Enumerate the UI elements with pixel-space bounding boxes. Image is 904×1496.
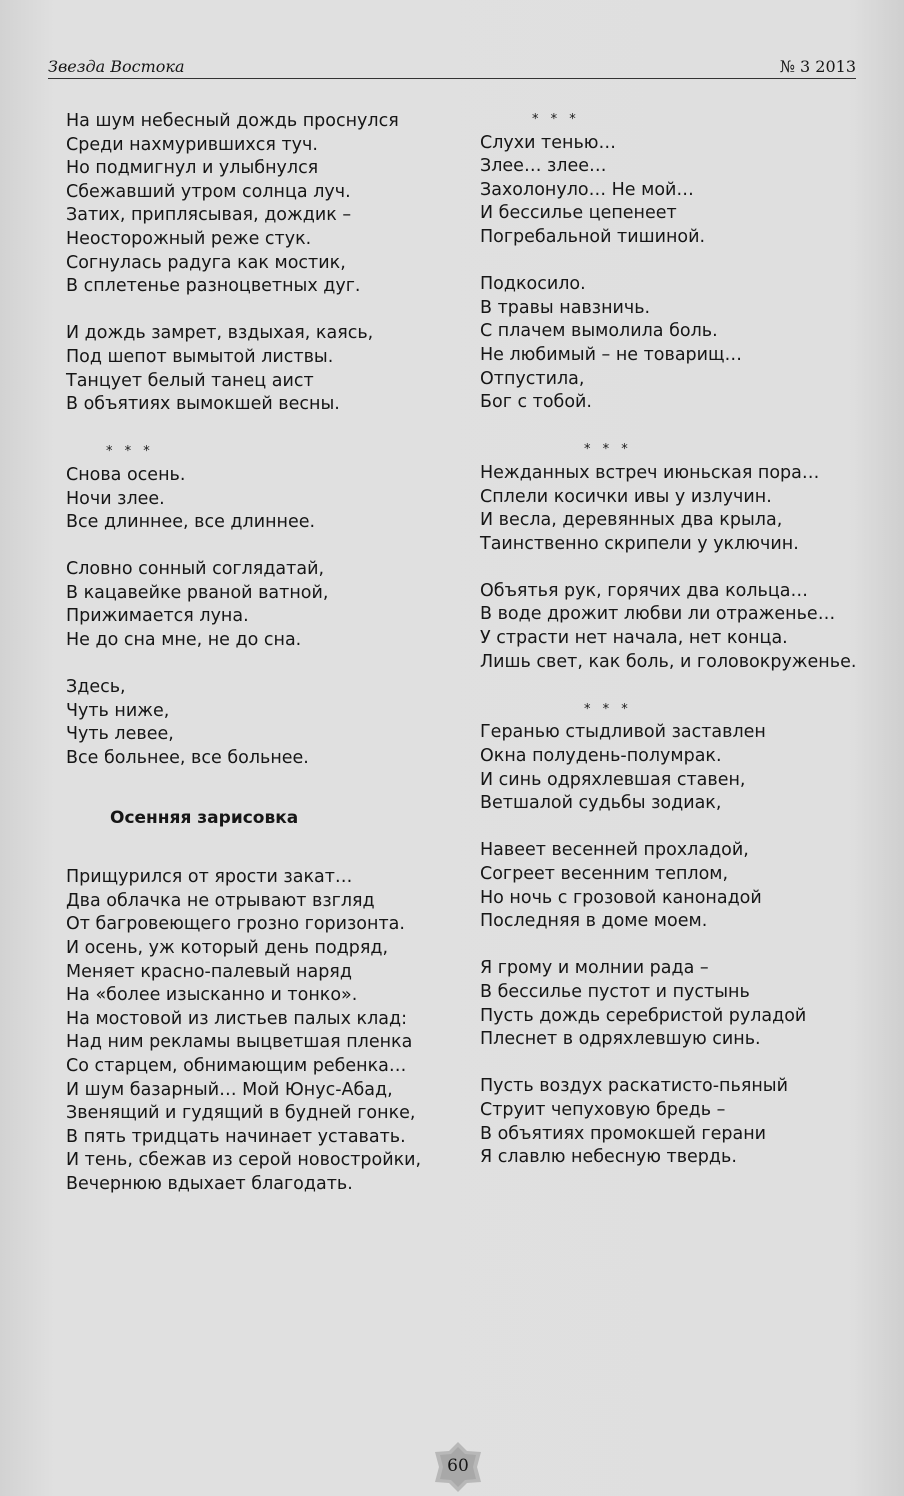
verse-line: Со старцем, обнимающим ребенка… (66, 1055, 407, 1076)
verse-line: Танцует белый танец аист (66, 370, 314, 391)
verse-line: Словно сонный соглядатай, (66, 559, 325, 580)
page-number-badge (431, 1440, 485, 1494)
verse-line: Под шепот вымытой листвы. (66, 346, 334, 367)
stanza-gap (66, 653, 426, 677)
verse-line: С плачем вымолила боль. (480, 321, 718, 342)
page-number: 60 (447, 1456, 469, 1476)
poem-autumn (66, 464, 426, 771)
stanza-gap (66, 535, 426, 559)
verse-line: Два облачка не отрывают взгляд (66, 890, 375, 911)
verse-line: Но ночь с грозовой канонадой (480, 887, 762, 908)
verse-line: Ночи злее. (66, 488, 165, 509)
verse-line: У страсти нет начала, нет конца. (480, 628, 788, 649)
section-title: Осенняя зарисовка (110, 807, 299, 828)
verse-line: Бог с тобой. (480, 392, 592, 413)
verse-line: И бессилье цепенеет (480, 203, 677, 224)
poem-geranium (480, 721, 880, 1169)
verse-line: Над ним рекламы выцветшая пленка (66, 1032, 413, 1053)
verse-line: Здесь, (66, 677, 126, 698)
verse-line: Затих, приплясывая, дождик – (66, 205, 352, 226)
verse-line: И синь одряхлевшая ставен, (480, 769, 746, 790)
verse-line: Чуть левее, (66, 724, 174, 745)
verse-line: Согреет весенним теплом, (480, 864, 729, 884)
verse-line: Отпустила, (480, 368, 585, 389)
verse-line: Таинственно скрипели у уключин. (480, 533, 799, 554)
poem-autumn-sketch (66, 866, 426, 1196)
verse-line: И весла, деревянных два крыла, (480, 510, 783, 531)
verse-line: Звенящий и гудящий в будней гонке, (66, 1103, 416, 1124)
verse-line: Все длиннее, все длиннее. (66, 512, 316, 533)
stanza-gap (480, 934, 880, 958)
verse-line: На мостовой из листьев палых клад: (66, 1008, 407, 1029)
verse-line: В бессилье пустот и пустынь (480, 981, 750, 1002)
stanza-gap (480, 250, 880, 274)
stanza-separator: * * * (584, 442, 632, 458)
verse-line: В кацавейке рваной ватной, (66, 582, 329, 603)
verse-line: Меняет красно-палевый наряд (66, 961, 352, 982)
verse-line: Злее… злее… (480, 156, 607, 177)
verse-line: И шум базарный… Мой Юнус-Абад, (66, 1079, 393, 1100)
verse-line: На шум небесный дождь проснулся (66, 111, 399, 131)
stanza-gap (480, 556, 880, 580)
stanza-gap (66, 299, 426, 323)
running-header (48, 56, 856, 79)
verse-line: Но подмигнул и улыбнулся (66, 158, 319, 179)
poem-rumors (480, 132, 880, 415)
verse-line: Пусть дождь серебристой руладой (480, 1005, 807, 1026)
verse-line: В воде дрожит любви ли отраженье… (480, 604, 836, 625)
stanza-gap (480, 1052, 880, 1076)
right-column (480, 108, 880, 1170)
verse-line: Ветшалой судьбы зодиак, (480, 793, 722, 814)
verse-line: На «более изысканно и тонко». (66, 985, 358, 1006)
verse-line: В пять тридцать начинает уставать. (66, 1126, 406, 1147)
verse-line: Не любимый – не товарищ… (480, 344, 743, 365)
verse-line: Пусть воздух раскатисто-пьяный (480, 1076, 788, 1097)
verse-line: Я грому и молнии рада – (480, 958, 709, 979)
verse-line: Я славлю небесную твердь. (480, 1147, 737, 1168)
verse-line: Подкосило. (480, 274, 586, 295)
stanza-separator: * * * (584, 701, 632, 717)
verse-line: Прищурился от ярости закат… (66, 867, 353, 888)
verse-line: Слухи тенью… (480, 132, 617, 153)
verse-line: Среди нахмурившихся туч. (66, 134, 318, 155)
verse-line: В сплетенье разноцветных дуг. (66, 276, 361, 297)
verse-line: Вечернюю вдыхает благодать. (66, 1173, 353, 1194)
verse-line: Плеснет в одряхлевшую синь. (480, 1029, 761, 1050)
verse-line: Лишь свет, как боль, и головокруженье. (480, 651, 857, 672)
stanza-separator: * * * (106, 444, 154, 460)
verse-line: Согнулась радуга как мостик, (66, 252, 346, 273)
verse-line: Неосторожный реже стук. (66, 228, 312, 249)
verse-line: И тень, сбежав из серой новостройки, (66, 1150, 422, 1171)
verse-line: И осень, уж который день подряд, (66, 938, 389, 958)
verse-line: Последняя в доме моем. (480, 911, 708, 932)
verse-line: И дождь замрет, вздыхая, каясь, (66, 323, 374, 344)
stanza-gap (480, 816, 880, 840)
verse-line: Навеет весенней прохладой, (480, 840, 749, 861)
verse-line: Струит чепуховую бредь – (480, 1099, 726, 1120)
verse-line: Окна полудень-полумрак. (480, 746, 722, 767)
verse-line: Не до сна мне, не до сна. (66, 630, 302, 651)
issue-number: № 3 2013 (779, 57, 856, 76)
left-column (66, 110, 426, 1197)
verse-line: Захолонуло… Не мой… (480, 179, 694, 200)
stanza-separator: * * * (532, 112, 580, 127)
verse-line: Нежданных встреч июньская пора… (480, 462, 820, 483)
verse-line: Геранью стыдливой заставлен (480, 722, 766, 743)
verse-line: Объятья рук, горячих два кольца… (480, 580, 808, 601)
verse-line: От багровеющего грозно горизонта. (66, 914, 405, 935)
verse-line: В травы навзничь. (480, 297, 651, 318)
verse-line: Сбежавший утром солнца луч. (66, 181, 351, 202)
verse-line: В объятиях вымокшей весны. (66, 394, 340, 415)
poem-june (480, 462, 880, 674)
verse-line: Чуть ниже, (66, 700, 170, 721)
verse-line: В объятиях промокшей герани (480, 1123, 767, 1144)
verse-line: Прижимается луна. (66, 606, 249, 627)
verse-line: Все больнее, все больнее. (66, 748, 309, 769)
verse-line: Снова осень. (66, 464, 186, 485)
poem-rain (66, 110, 426, 417)
verse-line: Погребальной тишиной. (480, 226, 706, 247)
journal-title: Звезда Востока (48, 57, 185, 76)
verse-line: Сплели косички ивы у излучин. (480, 486, 772, 507)
